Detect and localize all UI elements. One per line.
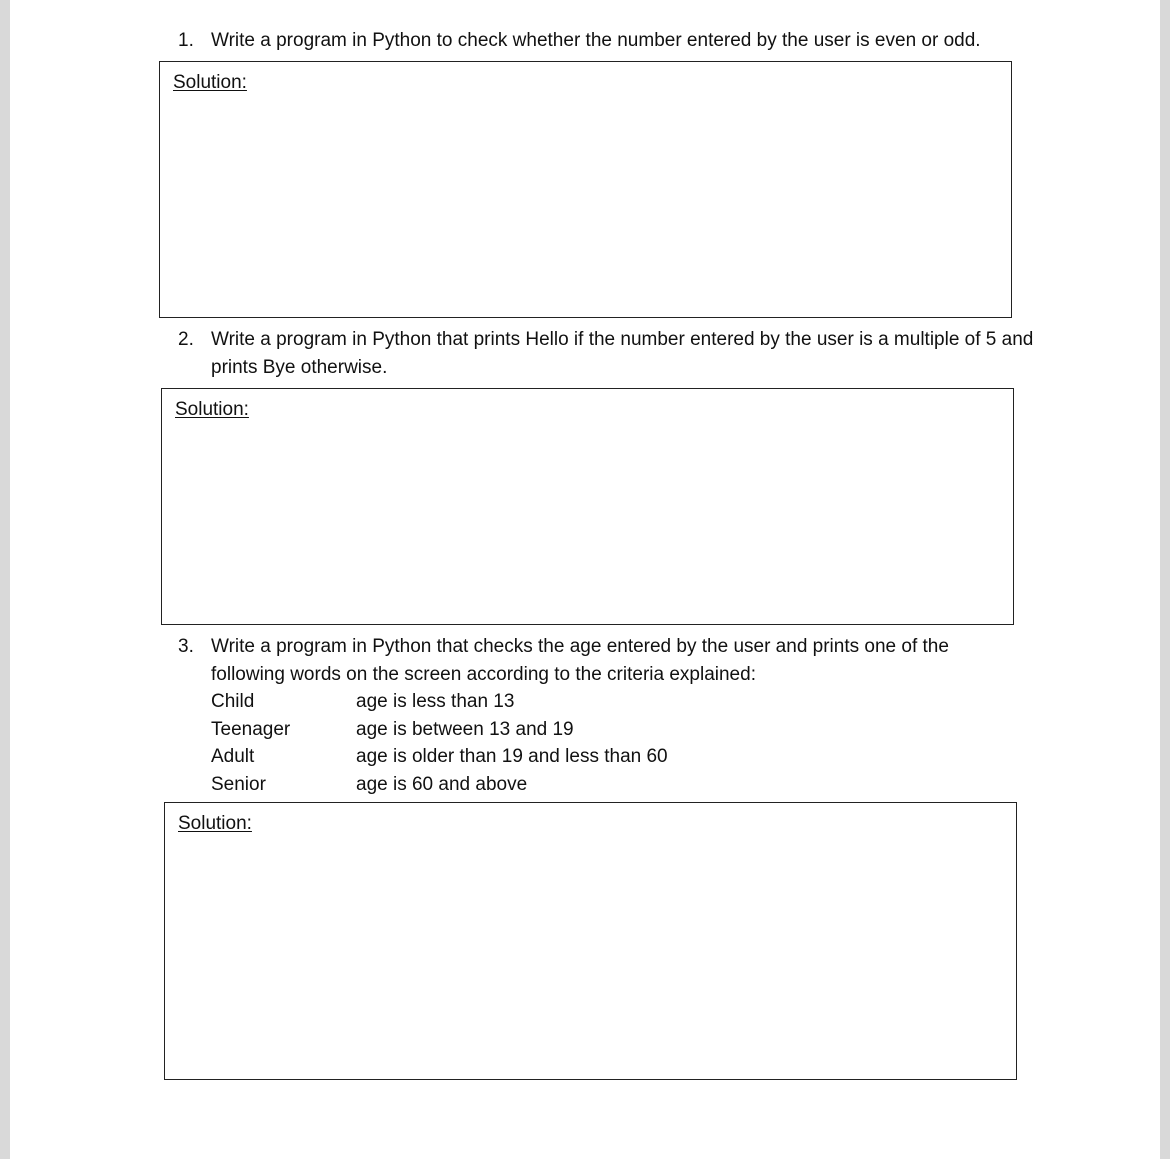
question-3 bbox=[178, 633, 1038, 798]
criteria-row bbox=[211, 743, 1038, 771]
criteria-row bbox=[211, 716, 1038, 744]
criteria-rule: age is between 13 and 19 bbox=[356, 718, 574, 740]
question-text: Write a program in Python to check whether the number entered by the user is even or odd. bbox=[211, 30, 981, 51]
solution-box-1[interactable] bbox=[159, 61, 1012, 318]
criteria-rule: age is older than 19 and less than 60 bbox=[356, 746, 668, 767]
criteria-list bbox=[211, 688, 1038, 798]
question-number: 1. bbox=[178, 30, 194, 51]
solution-label: Solution: bbox=[178, 813, 252, 834]
question-number: 3. bbox=[178, 636, 194, 657]
criteria-rule: age is 60 and above bbox=[356, 773, 528, 795]
question-text: Write a program in Python that prints Hello if the number entered by the user is a multiple of 5 and prints Bye otherwise. bbox=[211, 329, 1034, 378]
question-2 bbox=[178, 326, 1038, 381]
solution-box-2[interactable] bbox=[161, 388, 1014, 625]
criteria-word: Teenager bbox=[211, 718, 291, 740]
question-1 bbox=[178, 27, 1038, 55]
criteria-row bbox=[211, 771, 1038, 799]
criteria-word: Senior bbox=[211, 773, 266, 795]
solution-box-3[interactable] bbox=[164, 802, 1017, 1080]
criteria-word: Adult bbox=[211, 746, 255, 767]
criteria-rule: age is less than 13 bbox=[356, 691, 515, 712]
document-page bbox=[10, 0, 1160, 1159]
criteria-word: Child bbox=[211, 691, 255, 712]
criteria-row bbox=[211, 688, 1038, 716]
question-text: Write a program in Python that checks the age entered by the user and prints one of the following words on the screen according to the criteria explained: bbox=[211, 636, 949, 685]
solution-label: Solution: bbox=[175, 399, 249, 420]
solution-label: Solution: bbox=[173, 72, 247, 93]
question-number: 2. bbox=[178, 329, 194, 350]
